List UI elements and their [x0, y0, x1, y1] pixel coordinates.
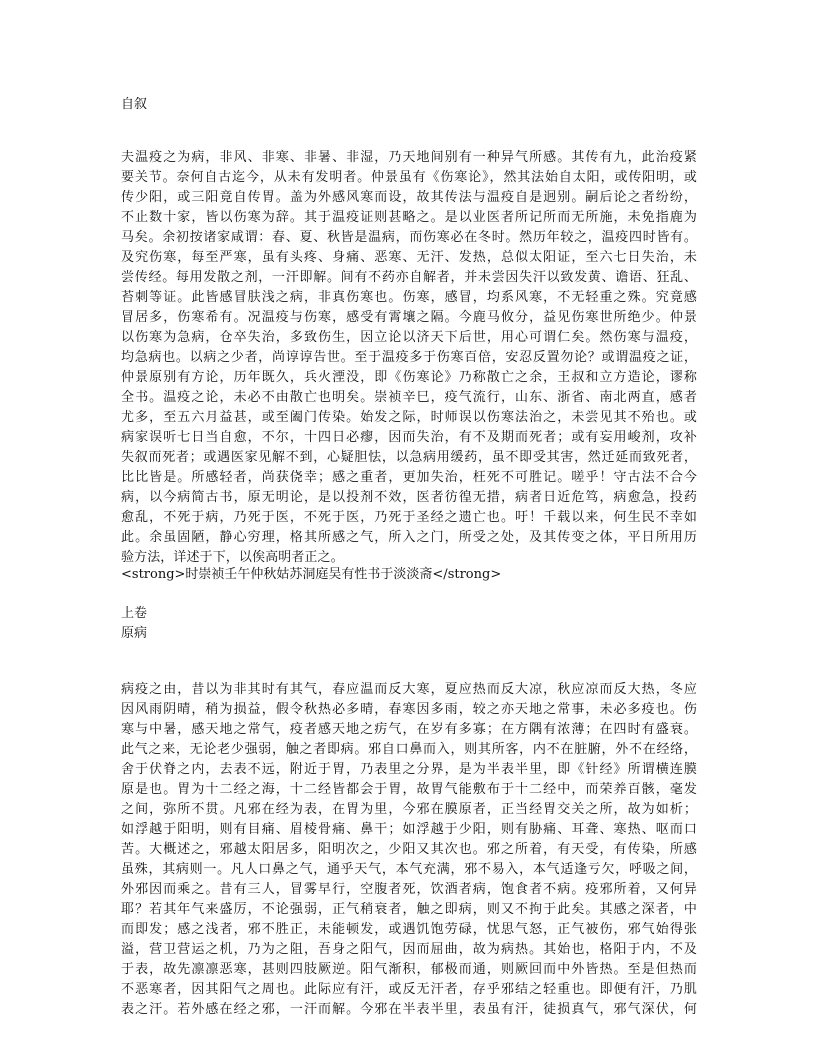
- preface-title: 自叙: [121, 97, 148, 112]
- text-line: 表之汗。若外感在经之邪，一汗而解。今邪在半表半里，表虽有汗，徒损真气，邪气深伏，何: [121, 1002, 697, 1017]
- text-line: 如浮越于阳明，则有目痛、眉棱骨痛、鼻干；如浮越于少阳，则有胁痛、耳聋、寒热、呕而口: [121, 822, 697, 837]
- text-line: 马矣。余初按诸家咸谓：春、夏、秋皆是温病，而伤寒必在冬时。然历年较之，温疫四时皆有。: [121, 230, 697, 245]
- text-line: 病，以今病简古书，原无明论，是以投剂不效，医者彷徨无措，病者日近危笃，病愈急，投药: [121, 490, 697, 505]
- text-line: 失叙而死者；或遇医家见解不到，心疑胆怯，以急病用缓药，虽不即受其害，然迁延而致死者，: [121, 450, 697, 465]
- text-line: 寒与中暑，感天地之常气，疫者感天地之疠气，在岁有多寡；在方隅有浓薄；在四时有盛衰。: [121, 722, 697, 737]
- preface-body: [121, 148, 697, 568]
- text-line: 夫温疫之为病，非风、非寒、非暑、非湿，乃天地间别有一种异气所感。其传有九，此治疫紧: [121, 150, 697, 165]
- text-line: 尤多，至五六月益甚，或至阖门传染。始发之际，时师误以伤寒法治之，未尝见其不殆也。或: [121, 410, 697, 425]
- volume-title: 上卷: [121, 606, 148, 621]
- text-line: 外邪因而乘之。昔有三人，冒雾早行，空腹者死，饮酒者病，饱食者不病。疫邪所着，又何异: [121, 882, 697, 897]
- text-line: 不止数十家，皆以伤寒为辞。其于温疫证则甚略之。是以业医者所记所而无所施，未免指鹿为: [121, 210, 697, 225]
- signature-line: <strong>时崇祯壬午仲秋姑苏洞庭吴有性书于淡淡斋</strong>: [121, 567, 502, 582]
- chapter-body: [121, 680, 697, 1020]
- text-line: 冒居多，伤寒希有。况温疫与伤寒，感受有霄壤之隔。今鹿马攸分，益见伤寒世所绝少。仲景: [121, 310, 697, 325]
- text-line: 病疫之由，昔以为非其时有其气，春应温而反大寒，夏应热而反大凉，秋应凉而反大热，冬应: [121, 682, 697, 697]
- text-line: 原是也。胃为十二经之海，十二经皆都会于胃，故胃气能敷布于十二经中，而荣养百骸，毫发: [121, 782, 697, 797]
- text-line: 传少阳，或三阳竟自传胃。盖为外感风寒而设，故其传法与温疫自是迥别。嗣后论之者纷纷，: [121, 190, 697, 205]
- text-line: 以伤寒为急病，仓卒失治，多致伤生，因立论以济天下后世，用心可谓仁矣。然伤寒与温疫，: [121, 330, 697, 345]
- text-line: 此气之来，无论老少强弱，触之者即病。邪自口鼻而入，则其所客，内不在脏腑，外不在经络，: [121, 742, 697, 757]
- text-line: 而即发；感之浅者，邪不胜正，未能顿发，或遇饥饱劳碌，忧思气怒，正气被伤，邪气始得张: [121, 922, 697, 937]
- text-line: 耶？若其年气来盛厉，不论强弱，正气稍衰者，触之即病，则又不拘于此矣。其感之深者，中: [121, 902, 697, 917]
- text-line: 验方法，详述于下，以俟高明者正之。: [121, 550, 344, 565]
- text-line: 虽殊，其病则一。凡人口鼻之气，通乎天气，本气充满，邪不易入，本气适逢亏欠，呼吸之间，: [121, 862, 697, 877]
- chapter-title: 原病: [121, 626, 148, 641]
- text-line: 因风雨阴晴，稍为损益，假令秋热必多晴，春寒因多雨，较之亦天地之常事，未必多疫也。伤: [121, 702, 697, 717]
- text-line: 均急病也。以病之少者，尚谆谆告世。至于温疫多于伤寒百倍，安忍反置勿论？或谓温疫之证，: [121, 350, 697, 365]
- text-line: 比比皆是。所感轻者，尚获侥幸；感之重者，更加失治，枉死不可胜记。嗟乎！守古法不合今: [121, 470, 697, 485]
- text-line: 此。余虽固陋，静心穷理，格其所感之气，所入之门，所受之处，及其传变之体，平日所用历: [121, 530, 697, 545]
- text-line: 之间，弥所不贯。凡邪在经为表，在胃为里，今邪在膜原者，正当经胃交关之所，故为如析；: [121, 802, 697, 817]
- text-line: 溢，营卫营运之机，乃为之阻，吾身之阳气，因而屈曲，故为病热。其始也，格阳于内，不及: [121, 942, 697, 957]
- text-line: 于表，故先凛凛恶寒，甚则四肢厥逆。阳气渐积，郁极而通，则厥回而中外皆热。至是但热而: [121, 962, 697, 977]
- text-line: 全书。温疫之论，未必不由散亡也明矣。崇祯辛巳，疫气流行，山东、浙省、南北两直，感者: [121, 390, 697, 405]
- text-line: 苦。大概述之，邪越太阳居多，阳明次之，少阳又其次也。邪之所着，有天受，有传染，所感: [121, 842, 697, 857]
- text-line: 苔刺等证。此皆感冒肤浅之病，非真伤寒也。伤寒，感冒，均系风寒，不无轻重之殊。究竟感: [121, 290, 697, 305]
- text-line: 尝传经。每用发散之剂，一汗即解。间有不药亦自解者，并未尝因失汗以致发黄、谵语、狂乱、: [121, 270, 697, 285]
- text-line: 仲景原别有方论，历年既久，兵火湮没，即《伤寒论》乃称散亡之余，王叔和立方造论，谬称: [121, 370, 697, 385]
- text-line: 要关节。奈何自古迄今，从未有发明者。仲景虽有《伤寒论》，然其法始自太阳，或传阳明，或: [121, 170, 697, 185]
- text-line: 舍于伏脊之内，去表不远，附近于胃，乃表里之分界，是为半表半里，即《针经》所谓横连膜: [121, 762, 697, 777]
- text-line: 不恶寒者，因其阳气之周也。此际应有汗，或反无汗者，存乎邪结之轻重也。即便有汗，乃肌: [121, 982, 697, 997]
- text-line: 病家误听七日当自愈，不尔，十四日必瘳，因而失治，有不及期而死者；或有妄用峻剂，攻补: [121, 430, 697, 445]
- text-line: 愈乱，不死于病，乃死于医，不死于医，乃死于圣经之遗亡也。吁！千载以来，何生民不幸如: [121, 510, 697, 525]
- text-line: 及究伤寒，每至严寒，虽有头疼、身痛、恶寒、无汗、发热，总似太阳证，至六七日失治，未: [121, 250, 697, 265]
